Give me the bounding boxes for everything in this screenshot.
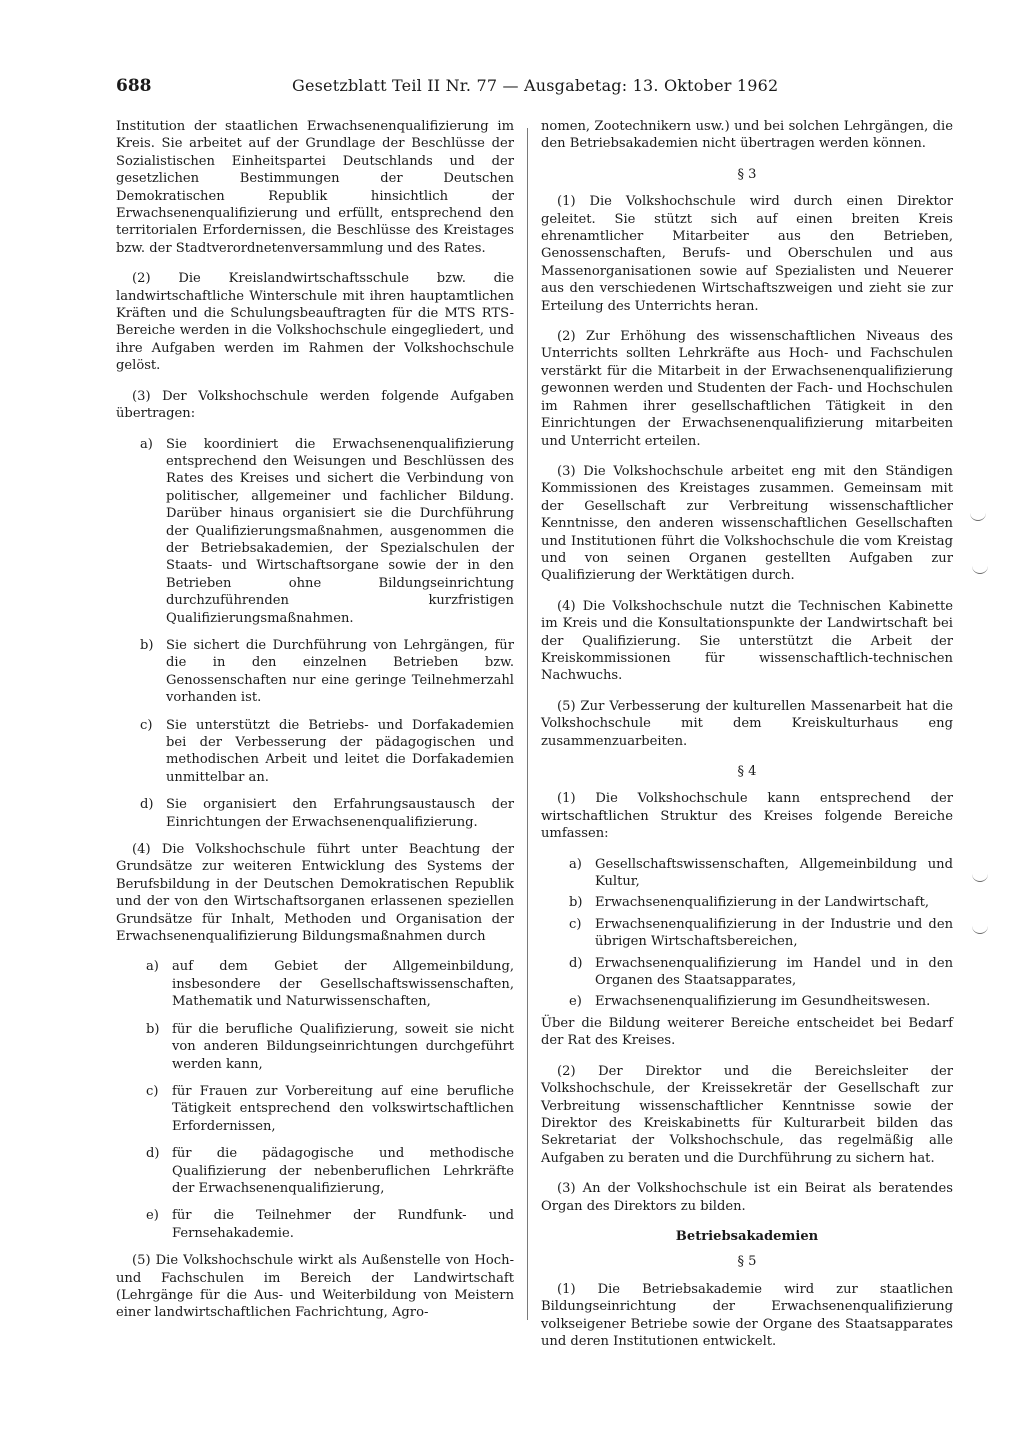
list-item-text: Sie koordiniert die Erwachsenenqualifizierung entsprechend den Weisungen und Beschlüssen des Rates des Kreises und sichert die Verbindung von politischer, allgemeiner und fachlicher Bildung. Darüber hinaus organisiert sie die Durchführung der Qualifizierungsmaßnahmen, ausgenommen die der Betriebsakademien, der Spezialschulen der Staats- und Wirtschaftsorgane sowie der in den Betrieben ohne Bildungseinrichtung durchzuführenden kurzfristigen Qualifizierungsmaßnahmen. (166, 436, 514, 626)
page-header (116, 76, 952, 100)
paragraph-5-1: (1) Die Betriebsakademie wird zur staatlichen Bildungseinrichtung der Erwachsenenqualifizierung volkseigener Betriebe sowie der Organe des Staatsapparates und deren Institutionen entwickelt. (541, 1281, 953, 1349)
paragraph-2-5-continued: nomen, Zootechnikern usw.) und bei solchen Lehrgängen, die den Betriebsakademien nicht übertragen werden können. (541, 119, 953, 152)
paragraph-3-5: (5) Zur Verbesserung der kulturellen Massenarbeit hat die Volkshochschule mit dem Kreiskulturhaus eng zusammenzuarbeiten. (541, 698, 953, 749)
list-item (569, 894, 953, 911)
list-item-text: Sie unterstützt die Betriebs- und Dorfakademien bei der Verbesserung der pädagogischen und methodischen Arbeit und leitet die Dorfakademien unmittelbar an. (166, 717, 514, 785)
list-item (140, 637, 514, 707)
left-column (116, 118, 514, 1335)
list-item (140, 796, 514, 831)
list-item-label: d) (140, 797, 154, 813)
list-item-label: e) (569, 994, 582, 1010)
list-item (146, 958, 514, 1010)
list-item-label: b) (140, 637, 154, 653)
list-item-text: für Frauen zur Vorbereitung auf eine berufliche Tätigkeit entsprechend den volkswirtschaftlichen Erfordernissen, (172, 1083, 514, 1134)
paragraph-intro-continued: Institution der staatlichen Erwachsenenqualifizierung im Kreis. Sie arbeitet auf der Grundlage der Beschlüsse der Sozialistischen Einheitspartei Deutschlands und der gesetzlichen Bestimmungen der Deutschen Demokratischen Republik hinsichtlich der Erwachsenenqualifizierung und erfüllt, entsprechend den territorialen Erfordernissen, die Beschlüsse des Kreistages bzw. der Stadtverordnetenversammlung und des Rates. (116, 119, 514, 256)
section-4-heading: § 4 (737, 764, 757, 779)
paragraph-3-1: (1) Die Volkshochschule wird durch einen Direktor geleitet. Sie stützt sich auf einen breiten Kreis ehrenamtlicher Mitarbeiter aus den Betrieben, Genossenschaften, Berufs- und Oberschulen und aus Massenorganisationen sowie auf Spezialisten und Neuerer aus den verschiedenen Wirtschaftszweigen und zieht sie zur Erteilung des Unterrichts heran. (541, 194, 953, 314)
list-item (146, 1021, 514, 1073)
list-item-text: auf dem Gebiet der Allgemeinbildung, insbesondere der Gesellschaftswissenschaften, Mathematik und Naturwissenschaften, (172, 959, 514, 1010)
list-item-text: Erwachsenenqualifizierung in der Industrie und den übrigen Wirtschaftsbereichen, (595, 916, 953, 950)
paragraph-2-4: (4) Die Volkshochschule führt unter Beachtung der Grundsätze zur weiteren Entwicklung des Systems der Berufsbildung in der Deutschen Demokratischen Republik und der von den Wirtschaftsorganen erlassenen speziellen Grundsätze für Inhalt, Methoden und Organisation der Erwachsenenqualifizierung Bildungsmaßnahmen durch (116, 842, 514, 945)
margin-mark (972, 925, 988, 934)
paragraph-4-1: (1) Die Volkshochschule kann entsprechend der wirtschaftlichen Struktur des Kreises folgende Bereiche umfassen: (541, 791, 953, 842)
margin-mark (972, 565, 988, 574)
paragraph-3-4: (4) Die Volkshochschule nutzt die Technischen Kabinette im Kreis und die Konsultationspunkte der Landwirtschaft bei der Qualifizierung. Sie unterstützt die Arbeit der Kreiskommissionen für wissenschaftlich-technischen Nachwuchs. (541, 598, 953, 684)
list-item-text: Erwachsenenqualifizierung im Handel und in den Organen des Staatsapparates, (595, 955, 953, 989)
subheading-betriebsakademien: Betriebsakademien (675, 1228, 819, 1244)
paragraph-2-2: (2) Die Kreislandwirtschaftsschule bzw. die landwirtschaftliche Winterschule mit ihren hauptamtlichen Kräften und die Schulungsbeauftragten für die MTS RTS-Bereiche werden in die Volkshochschule eingegliedert, und ihre Aufgaben werden im Rahmen der Volkshochschule gelöst. (116, 271, 514, 374)
list-item-label: a) (146, 959, 159, 975)
list-item-label: d) (569, 955, 583, 971)
list-item (140, 436, 514, 627)
list-item (569, 856, 953, 891)
list-item-text: für die pädagogische und methodische Qualifizierung der nebenberuflichen Lehrkräfte der Erwachsenenqualifizierung, (172, 1146, 514, 1196)
list-item (140, 717, 514, 787)
list-item-text: für die Teilnehmer der Rundfunk- und Fernsehakademie. (172, 1208, 514, 1241)
section-3-heading: § 3 (737, 166, 757, 182)
list-4-1 (569, 856, 953, 1011)
list-item-text: Gesellschaftswissenschaften, Allgemeinbildung und Kultur, (595, 856, 953, 890)
list-2-4 (146, 958, 514, 1242)
list-item-label: e) (146, 1208, 159, 1224)
paragraph-3-3: (3) Die Volkshochschule arbeitet eng mit den Ständigen Kommissionen des Kreistages zusammen. Gemeinsam mit der Gesellschaft zur Verbreitung wissenschaftlicher Kenntnisse, den anderen wissenschaftlichen Gesellschaften und Institutionen führt die Volkshochschule die vom Kreistag und von seinen Organen gestellten Aufgaben zur Qualifizierung der Werktätigen durch. (541, 463, 953, 584)
list-item-label: b) (146, 1021, 160, 1037)
list-item-text: für die berufliche Qualifizierung, soweit sie nicht von anderen Bildungseinrichtungen durchgeführt werden kann, (172, 1021, 514, 1072)
list-item-label: c) (569, 916, 582, 932)
paragraph-4-1-after: Über die Bildung weiterer Bereiche entscheidet bei Bedarf der Rat des Kreises. (541, 1015, 953, 1049)
paragraph-2-3: (3) Der Volkshochschule werden folgende Aufgaben übertragen: (116, 388, 514, 422)
paragraph-4-2: (2) Der Direktor und die Bereichsleiter der Volkshochschule, der Kreissekretär der Gesellschaft zur Verbreitung wissenschaftlicher Kenntnisse sowie der Direktor des Kreiskabinetts für Kulturarbeit bilden das Sekretariat der Volkshochschule, das regelmäßig alle Aufgaben zu beraten und die Durchführung zu sichern hat. (541, 1063, 953, 1166)
list-item-label: a) (569, 856, 582, 872)
margin-mark (970, 512, 986, 521)
list-item (569, 916, 953, 951)
list-item-text: Sie organisiert den Erfahrungsaustausch der Einrichtungen der Erwachsenenqualifizierung. (166, 797, 514, 830)
list-item (146, 1145, 514, 1197)
list-item-text: Erwachsenenqualifizierung im Gesundheitswesen. (595, 994, 931, 1010)
header-title: Gesetzblatt Teil II Nr. 77 — Ausgabetag: 13. Oktober 1962 (292, 76, 779, 95)
list-2-3 (140, 436, 514, 832)
paragraph-4-3: (3) An der Volkshochschule ist ein Beirat als beratendes Organ des Direktors zu bilden. (541, 1181, 953, 1214)
list-item-label: c) (146, 1083, 159, 1099)
list-item-label: c) (140, 717, 153, 733)
right-column (541, 118, 953, 1363)
list-item (569, 993, 953, 1010)
section-5-heading: § 5 (737, 1254, 757, 1270)
column-divider (527, 128, 528, 1320)
list-item (569, 955, 953, 990)
list-item-label: a) (140, 436, 153, 452)
list-item-label: b) (569, 895, 583, 911)
paragraph-3-2: (2) Zur Erhöhung des wissenschaftlichen Niveaus des Unterrichts sollten Lehrkräfte aus Hoch- und Fachschulen verstärkt für die Mitarbeit in der Erwachsenenqualifizierung gewonnen werden und Studenten der Fach- und Hochschulen im Rahmen ihrer gesellschaftlichen Tätigkeit in den Einrichtungen der Erwachsenenqualifizierung mitarbeiten und Unterricht erteilen. (541, 329, 953, 449)
list-item-text: Sie sichert die Durchführung von Lehrgängen, für die in den einzelnen Betrieben bzw. Genossenschaften nur eine geringe Teilnehmerzahl vorhanden ist. (166, 637, 514, 706)
list-item (146, 1207, 514, 1242)
paragraph-2-5: (5) Die Volkshochschule wirkt als Außenstelle von Hoch- und Fachschulen im Bereich der Landwirtschaft (Lehrgänge für die Aus- und Weiterbildung von Meistern einer landwirtschaftlichen Fachrichtung, Agro- (116, 1253, 514, 1321)
list-item-label: d) (146, 1146, 160, 1162)
margin-mark (972, 873, 988, 882)
list-item (146, 1083, 514, 1135)
page-number: 688 (116, 76, 152, 96)
list-item-text: Erwachsenenqualifizierung in der Landwirtschaft, (595, 895, 930, 911)
